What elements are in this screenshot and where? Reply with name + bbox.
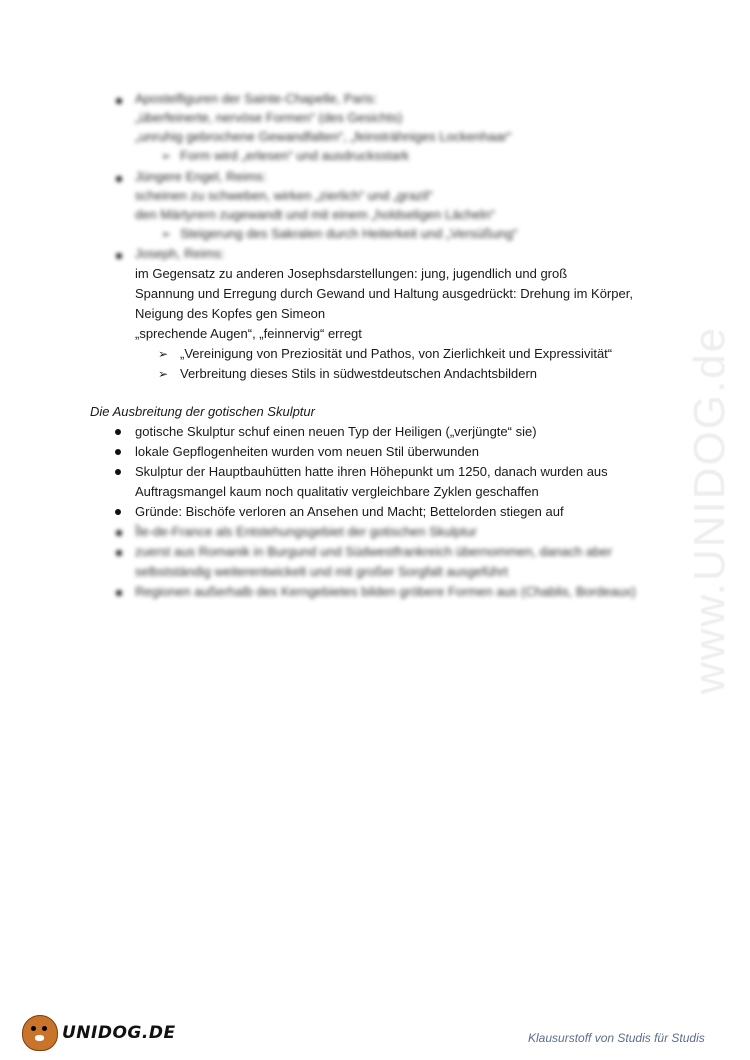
arrow-icon: ➢	[161, 149, 172, 163]
arrow-icon: ➢	[158, 347, 169, 361]
joseph-arrow-2: Verbreitung dieses Stils in südwestdeutschen Andachtsbildern	[180, 366, 537, 381]
section-bullet-2: lokale Gepflogenheiten wurden vom neuen Stil überwunden	[135, 444, 480, 459]
joseph-line-4: „sprechende Augen“, „feinnervig“ erregt	[135, 326, 362, 341]
bullet	[115, 509, 121, 515]
blurred-text: Regionen außerhalb des Kerngebietes bilden gröbere Formen aus (Chablis, Bordeaux)	[135, 584, 636, 599]
joseph-arrow-1: „Vereinigung von Preziosität und Pathos, von Zierlichkeit und Expressivität“	[180, 346, 613, 361]
section-bullet-3a: Skulptur der Hauptbauhütten hatte ihren Höhepunkt um 1250, danach wurden aus	[135, 464, 608, 479]
joseph-line-2: Spannung und Erregung durch Gewand und Haltung ausgedrückt: Drehung im Körper,	[135, 286, 633, 301]
section-bullet-4: Gründe: Bischöfe verloren an Ansehen und Macht; Bettelorden stiegen auf	[135, 504, 564, 519]
blurred-text: Apostelfiguren der Sainte-Chapelle, Paris:	[135, 91, 378, 106]
blurred-text: Jüngere Engel, Reims:	[135, 169, 267, 184]
joseph-line-1: im Gegensatz zu anderen Josephsdarstellungen: jung, jugendlich und groß	[135, 266, 568, 281]
blurred-text: scheinen zu schweben, wirken „zierlich“ und „grazil“	[135, 188, 433, 203]
arrow-icon: ➢	[158, 367, 169, 381]
bullet	[116, 98, 122, 104]
bullet	[115, 469, 121, 475]
joseph-line-3: Neigung des Kopfes gen Simeon	[135, 306, 326, 321]
blurred-text: „unruhig gebrochene Gewandfalten“, „feinsträhniges Lockenhaar“	[135, 129, 512, 144]
section-heading: Die Ausbreitung der gotischen Skulptur	[90, 404, 315, 419]
blurred-text: den Märtyrern zugewandt und mit einem „holdseligen Lächeln“	[135, 207, 495, 222]
blurred-text: Steigerung des Sakralen durch Heiterkeit und „Versüßung“	[180, 226, 518, 241]
blurred-text: Joseph, Reims:	[135, 246, 225, 261]
section-bullet-3b: Auftragsmangel kaum noch qualitativ vergleichbare Zyklen geschaffen	[135, 484, 539, 499]
arrow-icon: ➢	[161, 227, 172, 241]
section-bullet-1: gotische Skulptur schuf einen neuen Typ der Heiligen („verjüngte“ sie)	[135, 424, 537, 439]
blurred-text: selbstständig weiterentwickelt und mit großer Sorgfalt ausgeführt	[135, 564, 508, 579]
footer-logo[interactable]	[22, 1015, 176, 1051]
bullet	[116, 530, 122, 536]
blurred-text: zuerst aus Romanik in Burgund und Südwestfrankreich übernommen, danach aber	[135, 544, 612, 559]
watermark	[685, 280, 735, 740]
watermark-text: www.UNIDOG.de	[685, 325, 735, 695]
bullet	[115, 449, 121, 455]
blurred-text: Form wird „erlesen“ und ausdrucksstark	[180, 148, 410, 163]
bullet	[116, 590, 122, 596]
footer-tagline: Klausurstoff von Studis für Studis	[528, 1031, 705, 1045]
bullet	[116, 176, 122, 182]
dog-logo-icon	[22, 1015, 58, 1051]
bullet	[116, 550, 122, 556]
blurred-text: „überfeinerte, nervöse Formen“ (des Gesichts)	[135, 110, 403, 125]
logo-text: UNIDOG.DE	[62, 1023, 176, 1043]
blurred-text: Île-de-France als Entstehungsgebiet der gotischen Skulptur	[135, 524, 477, 539]
bullet	[115, 429, 121, 435]
bullet	[116, 253, 122, 259]
